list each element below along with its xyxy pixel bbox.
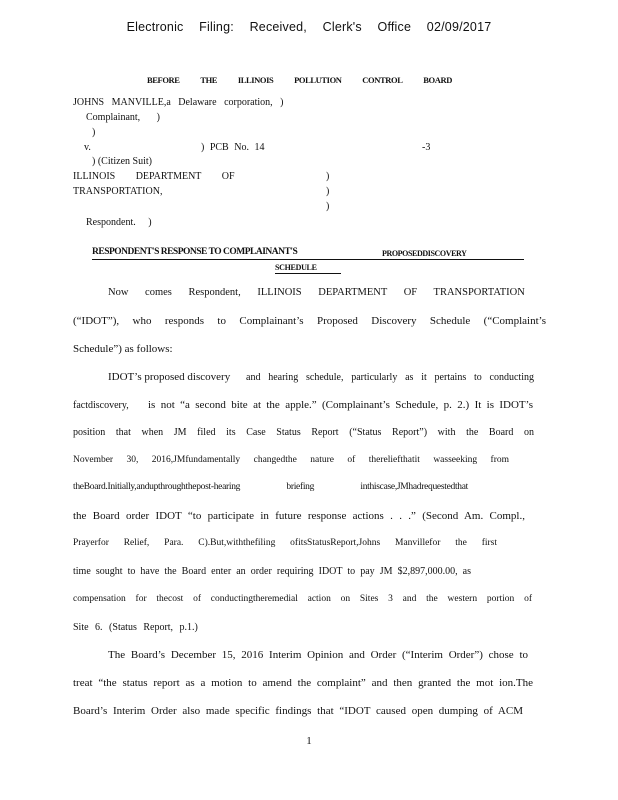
caption-paren: ) [92, 127, 96, 138]
board-word: BEFORE [147, 75, 180, 85]
body-line: and hearing schedule, particularly as it pertains to conducting [246, 372, 534, 383]
caption-complainant: Complainant, ) [86, 112, 160, 123]
document-title-continued: PROPOSEDDISCOVERY [382, 249, 467, 258]
body-line: (“IDOT”), who responds to Complainant’s Proposed Discovery Schedule (“Complaint’s [73, 315, 546, 327]
body-line: Site 6. (Status Report, p.1.) [73, 622, 198, 633]
caption-respondent-name-2: TRANSPORTATION, [73, 186, 163, 197]
caption-respondent-name: ILLINOIS DEPARTMENT OF [73, 171, 235, 182]
board-word: CONTROL [362, 75, 403, 85]
page-number: 1 [306, 735, 312, 747]
board-word: ILLINOIS [237, 75, 274, 85]
document-title: RESPONDENT'S RESPONSE TO COMPLAINANT'S [92, 247, 298, 257]
board-word: THE [200, 75, 218, 85]
body-line: time sought to have the Board enter an order requiring IDOT to pay JM $2,897,000.00, as [73, 566, 471, 577]
title-underline [92, 259, 524, 260]
document-title-schedule: SCHEDULE [275, 263, 317, 272]
caption-case-number: ) PCB No. 14 [201, 142, 265, 153]
caption-respondent: Respondent. ) [86, 217, 152, 228]
body-line: November 30, 2016,JMfundamentally changedthe nature of thereliefthatit wasseeking from [73, 455, 509, 465]
body-line: theBoard.Initially,andupthroughthepost-hearing briefing inthiscase,JMhadrequestedthat [73, 482, 468, 492]
body-line: The Board’s December 15, 2016 Interim Opinion and Order (“Interim Order”) chose to [108, 649, 528, 661]
caption-case-suffix: -3 [422, 142, 431, 153]
body-line: is not “a second bite at the apple.” (Complainant’s Schedule, p. 2.) It is IDOT’s [148, 399, 533, 411]
body-line: factdiscovery, [73, 400, 129, 411]
board-word: BOARD [423, 75, 452, 85]
body-line: treat “the status report as a motion to amend the complaint” and then granted the mot ion.The [73, 677, 533, 689]
filing-stamp-header: Electronic Filing: Received, Clerk's Office 02/09/2017 [126, 20, 492, 34]
body-line: IDOT’s proposed discovery [108, 371, 231, 383]
board-word: POLLUTION [294, 75, 342, 85]
caption-citizen-suit: ) (Citizen Suit) [92, 156, 152, 167]
body-line: compensation for thecost of conductingtheremedial action on Sites 3 and the western portion of [73, 594, 532, 604]
caption-paren: ) [326, 171, 330, 182]
board-title [147, 75, 452, 85]
body-line: Board’s Interim Order also made specific findings that “IDOT caused open dumping of ACM [73, 705, 523, 717]
body-line: the Board order IDOT “to participate in future response actions . . .” (Second Am. Compl., [73, 510, 525, 522]
body-line: position that when JM filed its Case Status Report (“Status Report”) with the Board on [73, 427, 534, 438]
caption-versus: v. [84, 142, 91, 153]
caption-paren: ) [326, 201, 330, 212]
caption-paren: ) [326, 186, 330, 197]
body-line: Now comes Respondent, ILLINOIS DEPARTMENT OF TRANSPORTATION [108, 287, 525, 298]
body-line: Schedule”) as follows: [73, 343, 173, 355]
caption-plaintiff: JOHNS MANVILLE,a Delaware corporation, ) [73, 97, 284, 108]
body-line: Prayerfor Relief, Para. C).But,withthefiling ofitsStatusReport,Johns Manvillefor the first [73, 538, 497, 548]
title-underline [275, 273, 341, 274]
